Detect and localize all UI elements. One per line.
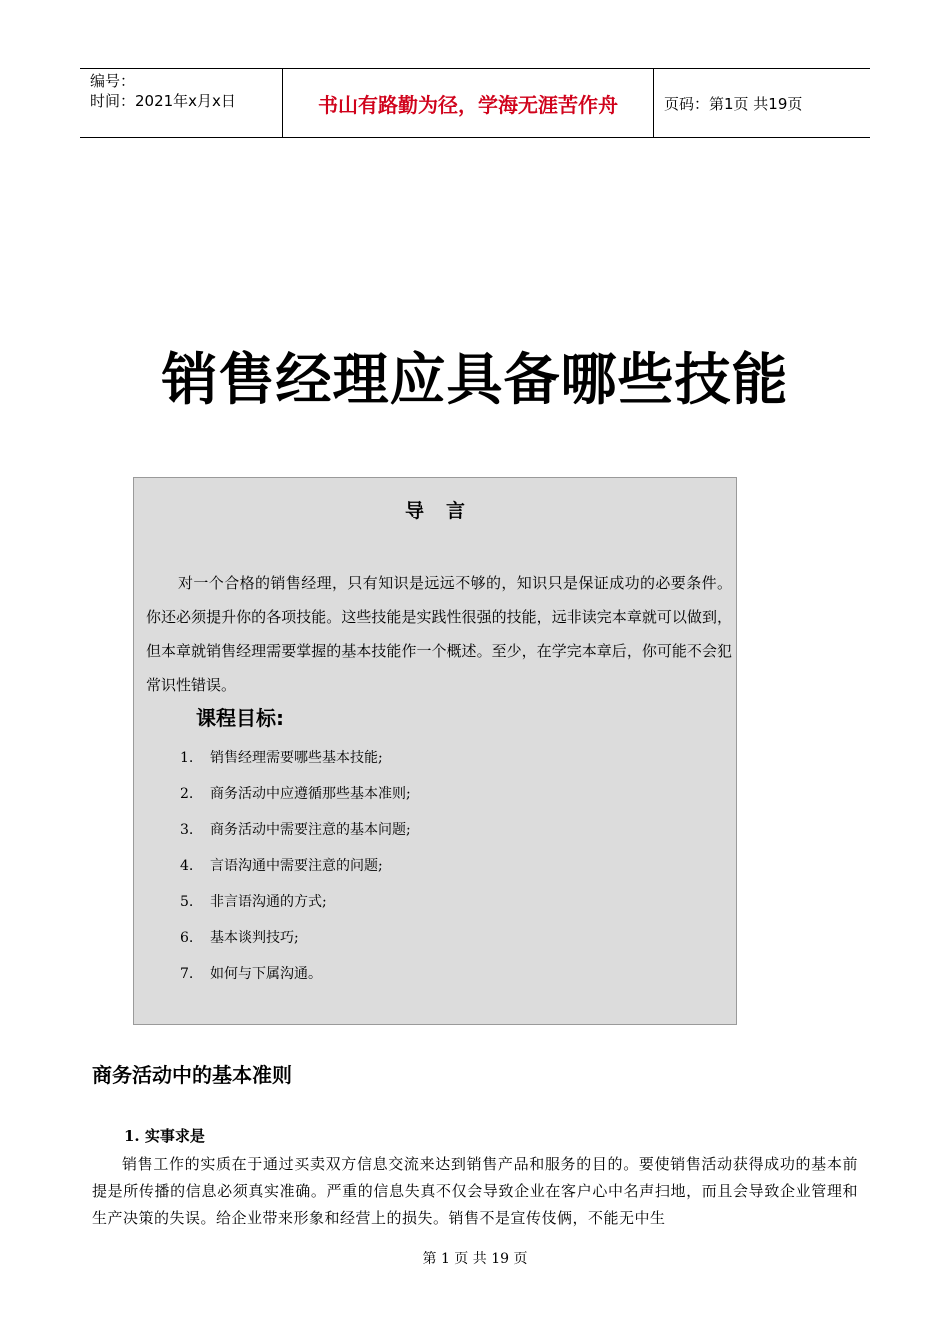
objectives-list bbox=[180, 740, 411, 992]
body-paragraph: 销售工作的实质在于通过买卖双方信息交流来达到销售产品和服务的目的。要使销售活动获得成功的基本前提是所传播的信息必须真实准确。严重的信息失真不仅会导致企业在客户心中名声扫地，而且会导致企业管理和生产决策的失误。给企业带来形象和经营上的损失。销售不是宣传伎俩，不能无中生 bbox=[92, 1155, 858, 1227]
objectives-title: 课程目标: bbox=[196, 706, 284, 730]
list-item-text: 销售经理需要哪些基本技能; bbox=[210, 750, 383, 766]
header-meta bbox=[80, 69, 282, 137]
list-item bbox=[180, 776, 411, 812]
list-item-number: 4. bbox=[180, 858, 194, 874]
list-item-text: 商务活动中应遵循那些基本准则; bbox=[210, 786, 411, 802]
list-item-number: 7. bbox=[180, 966, 194, 982]
intro-box bbox=[133, 477, 737, 1025]
page-footer: 第 1 页 共 19 页 bbox=[422, 1251, 528, 1267]
list-item bbox=[180, 740, 411, 776]
list-item-text: 基本谈判技巧; bbox=[210, 930, 299, 946]
list-item-text: 非言语沟通的方式; bbox=[210, 894, 327, 910]
time-label: 时间：2021年x月x日 bbox=[90, 92, 236, 110]
list-item-text: 商务活动中需要注意的基本问题; bbox=[210, 822, 411, 838]
number-label: 编号： bbox=[90, 72, 136, 90]
section-title: 商务活动中的基本准则 bbox=[92, 1063, 292, 1087]
header-motto: 书山有路勤为径，学海无涯苦作舟 bbox=[282, 69, 654, 137]
list-item-number: 1. bbox=[180, 750, 194, 766]
intro-heading: 导言 bbox=[404, 500, 487, 522]
list-item bbox=[180, 848, 411, 884]
list-item bbox=[180, 812, 411, 848]
list-item-number: 6. bbox=[180, 930, 194, 946]
document-title: 销售经理应具备哪些技能 bbox=[161, 348, 789, 413]
list-item bbox=[180, 956, 411, 992]
list-item-number: 5. bbox=[180, 894, 194, 910]
header-table bbox=[80, 68, 870, 138]
intro-paragraph: 对一个合格的销售经理，只有知识是远远不够的，知识只是保证成功的必要条件。你还必须提升你的各项技能。这些技能是实践性很强的技能，远非读完本章就可以做到，但本章就销售经理需要掌握的基本技能作一个概述。至少，在学完本章后，你可能不会犯常识性错误。 bbox=[146, 574, 732, 694]
list-item-number: 2. bbox=[180, 786, 194, 802]
header-page-code: 页码：第1页 共19页 bbox=[664, 94, 803, 113]
list-item bbox=[180, 920, 411, 956]
subsection-title: 1. 实事求是 bbox=[124, 1127, 205, 1145]
list-item bbox=[180, 884, 411, 920]
list-item-number: 3. bbox=[180, 822, 194, 838]
list-item-text: 言语沟通中需要注意的问题; bbox=[210, 858, 383, 874]
list-item-text: 如何与下属沟通。 bbox=[210, 966, 322, 982]
